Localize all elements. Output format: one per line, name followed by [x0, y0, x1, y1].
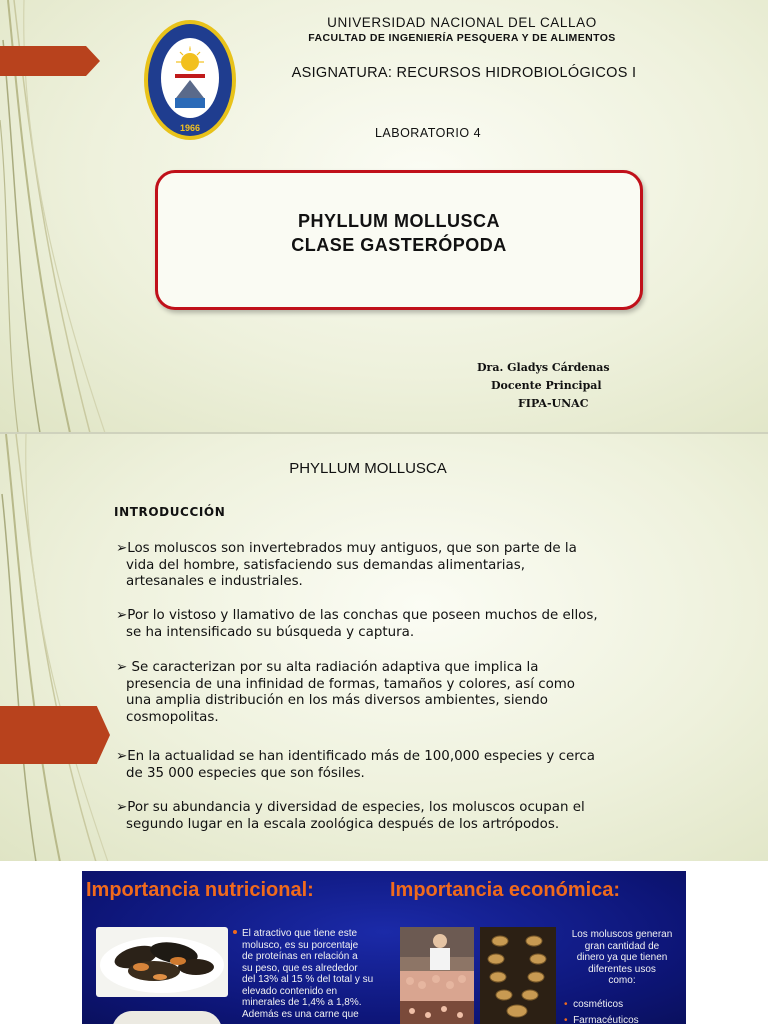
mussels-dish-photo	[96, 927, 228, 997]
importance-slide	[0, 863, 768, 1024]
bullet-line: se ha intensificado su búsqueda y captura.	[126, 624, 415, 640]
bullet-line: ➢ Se caracterizan por su alta radiación adaptiva que implica la	[116, 660, 539, 675]
nutrition-text	[242, 928, 402, 1020]
economy-use-label: cosméticos	[573, 999, 624, 1010]
economy-heading: Importancia económica:	[390, 879, 621, 901]
bullet-line: artesanales e industriales.	[126, 574, 303, 589]
economy-line: dinero ya que tienen	[576, 952, 668, 963]
economy-line: como:	[608, 975, 636, 986]
bullet-paragraph	[116, 660, 699, 726]
bullet-dot	[233, 930, 237, 934]
bullet-line: ➢Por lo vistoso y llamativo de las conchas que poseen muchos de ellos,	[116, 608, 598, 623]
economy-text	[560, 929, 684, 987]
nutrition-line: Además es una carne que	[242, 1008, 359, 1020]
logo-year: 1966	[179, 123, 201, 133]
intro-heading: INTRODUCCIÓN	[114, 505, 226, 519]
title-line-2: CLASE GASTERÓPODA	[291, 235, 507, 255]
bullet-line: vida del hombre, satisfaciendo sus demandas alimentarias,	[126, 557, 525, 573]
economy-line: Los moluscos generan	[571, 929, 673, 940]
bullet-line: segundo lugar en la escala zoológica después de los artrópodos.	[126, 816, 560, 832]
bullet-line: cosmopolitas.	[126, 709, 219, 725]
nutrition-line: molusco, es su porcentaje	[242, 939, 359, 951]
slide-heading: PHYLLUM MOLLUSCA	[289, 460, 447, 477]
author-institution: FIPA-UNAC	[518, 397, 589, 410]
nutrition-heading: Importancia nutricional:	[86, 879, 314, 901]
bullet-line: presencia de una infinidad de formas, tamaños y colores, así como	[126, 676, 576, 692]
bullet-line: ➢Los moluscos son invertebrados muy antiguos, que son parte de la	[116, 541, 577, 556]
title-line-1: PHYLLUM MOLLUSCA	[298, 211, 500, 231]
economy-use-item: • Farmacéuticos	[564, 1014, 639, 1024]
orange-arrow-decoration	[0, 706, 110, 764]
course-name: ASIGNATURA: RECURSOS HIDROBIOLÓGICOS I	[291, 65, 637, 81]
nutrition-line: elevado contenido en	[242, 985, 338, 997]
author-name: Dra. Gladys Cárdenas	[477, 361, 610, 374]
bullet-line: ➢Por su abundancia y diversidad de especies, los moluscos ocupan el	[116, 800, 585, 815]
economy-line: diferentes usos	[588, 963, 656, 975]
importance-banner	[82, 871, 686, 1024]
bullet-line: de 35 000 especies que son fósiles.	[126, 765, 365, 781]
economy-use-label: Farmacéuticos	[573, 1014, 639, 1024]
bullet-line: una amplia distribución en los más diversos ambientes, siendo	[126, 693, 548, 708]
grass-decoration	[0, 434, 110, 862]
plate-photo	[112, 1011, 222, 1024]
university-name: UNIVERSIDAD NACIONAL DEL CALLAO	[327, 15, 597, 30]
lab-number: LABORATORIO 4	[374, 126, 482, 140]
shell-necklace-photo	[480, 927, 556, 1024]
author-role: Docente Principal	[491, 379, 602, 392]
bullet-paragraph	[116, 541, 699, 591]
economy-use-item: • cosméticos	[564, 999, 624, 1010]
economy-uses-list	[564, 999, 684, 1024]
nutrition-line: su peso, que es alrededor	[242, 962, 358, 974]
bullet-paragraph	[116, 749, 699, 782]
nutrition-line: del 13% al 15 % del total y su	[242, 974, 374, 985]
bullet-paragraph	[116, 800, 699, 833]
bullet-paragraph	[116, 608, 699, 641]
nutrition-line: de proteínas en relación a	[242, 951, 358, 962]
faculty-name: FACULTAD DE INGENIERÍA PESQUERA Y DE ALIMENTOS	[308, 32, 616, 44]
bullet-line: ➢En la actualidad se han identificado más de 100,000 especies y cerca	[116, 749, 595, 764]
introduction-slide	[0, 434, 768, 862]
nutrition-line: minerales de 1,4% a 1,8%.	[242, 997, 362, 1008]
market-photo	[400, 927, 474, 1024]
economy-line: gran cantidad de	[584, 940, 660, 952]
title-box	[155, 170, 643, 310]
title-slide	[0, 0, 768, 433]
nutrition-line: El atractivo que tiene este	[242, 928, 358, 939]
